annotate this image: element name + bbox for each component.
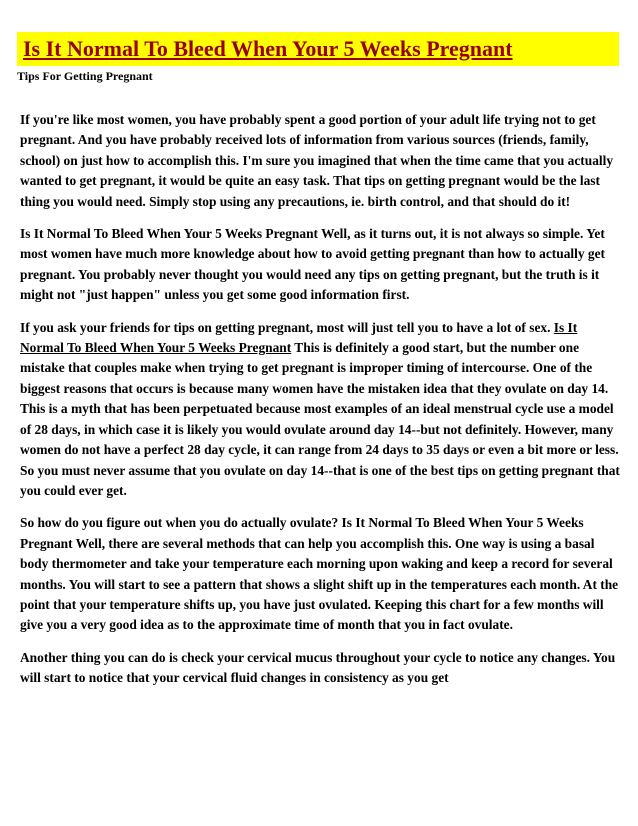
paragraph-3-lead: If you ask your friends for tips on getting pregnant, most will just tell you to have a lot of sex. [20, 319, 554, 335]
paragraph-3-rest: This is definitely a good start, but the number one mistake that couples make when trying to get pregnant is improper timing of intercourse. One of the biggest reasons that occurs is because many women have the mistaken idea that they ovulate on day 14. This is a myth that has been perpetuated because most examples of an ideal menstrual cycle use a model of 28 days, in which case it is likely you would ovulate around day 14--but not definitely. However, many women do not have a perfect 28 day cycle, it can range from 24 days to 35 days or even a bit more or less. So you must never assume that you ovulate on day 14--that is one of the best tips on getting pregnant that you could ever get. [20, 340, 620, 498]
paragraph-3 [20, 318, 620, 502]
title-highlight [17, 32, 619, 66]
article-body [20, 110, 620, 701]
paragraph-4: So how do you figure out when you do actually ovulate? Is It Normal To Bleed When Your 5 Weeks Pregnant Well, there are several methods that can help you accomplish this. One way is using a basal body thermometer and take your temperature each morning upon waking and keep a record for several months. You will start to see a pattern that shows a slight shift up in the temperatures each month. At the point that your temperature shifts up, you have just ovulated. Keeping this chart for a few months will give you a very good idea as to the approximate time of month that you in fact ovulate. [20, 515, 619, 633]
inline-title-link[interactable]: Is It Normal To Bleed When Your 5 Weeks Pregnant [20, 319, 578, 356]
paragraph-5: Another thing you can do is check your cervical mucus throughout your cycle to notice any changes. You will start to notice that your cervical fluid changes in consistency as you get [20, 649, 616, 686]
document-subtitle: Tips For Getting Pregnant [17, 69, 153, 83]
paragraph-2: Is It Normal To Bleed When Your 5 Weeks Pregnant Well, as it turns out, it is not always so simple. Yet most women have much more knowledge about how to avoid getting pregnant than how to actually get pregnant. You probably never thought you would need any tips on getting pregnant, but the truth is it might not "just happen" unless you get some good information first. [20, 226, 605, 303]
paragraph-1: If you're like most women, you have probably spent a good portion of your adult life trying not to get pregnant. And you have probably received lots of information from various sources (friends, family, school) on just how to accomplish this. I'm sure you imagined that when the time came that you actually wanted to get pregnant, it would be quite an easy task. That tips on getting pregnant would be the last thing you would need. Simply stop using any precautions, ie. birth control, and that should do it! [20, 112, 614, 209]
document-title: Is It Normal To Bleed When Your 5 Weeks Pregnant [23, 36, 513, 61]
